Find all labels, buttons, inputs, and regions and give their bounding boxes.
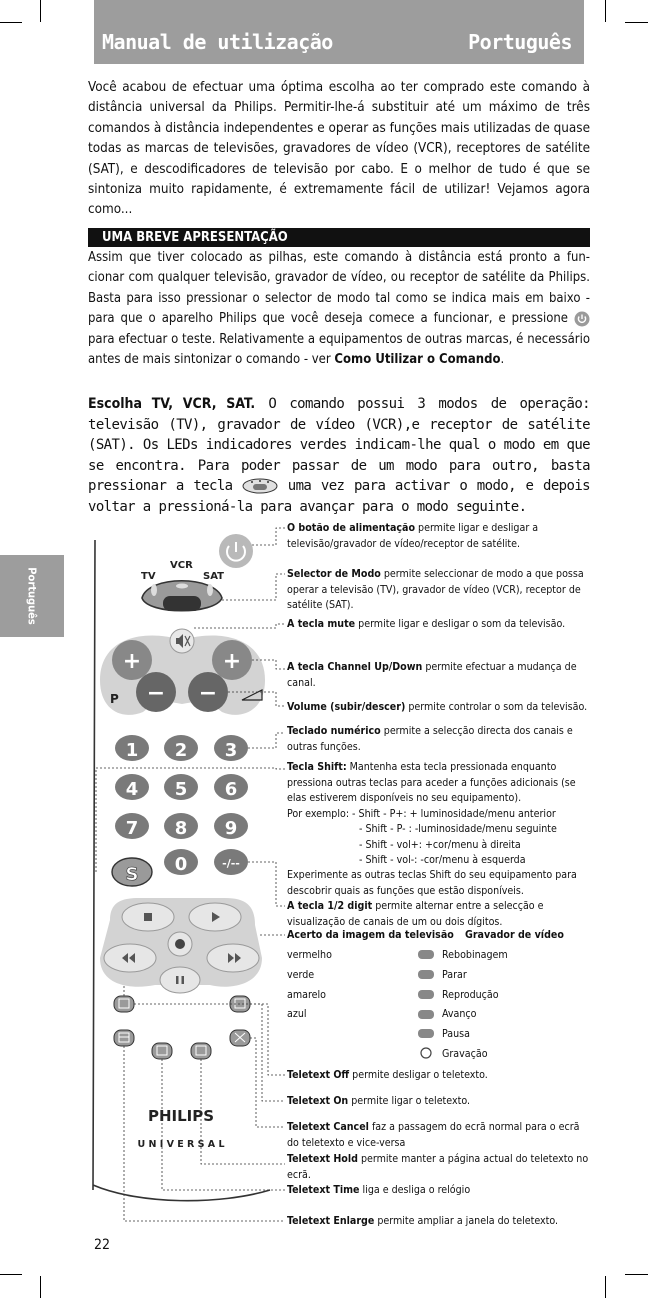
how-to-use-link[interactable]: Como Utilizar o Comando (334, 352, 501, 368)
legend-color: verde (287, 969, 315, 981)
label-teletext-on: Teletext On permite ligar o teletexto. (287, 1095, 471, 1107)
label-channel: A tecla Channel Up/Down permite efectuar a mudança de canal. (287, 661, 577, 689)
play-legend-icon (418, 990, 434, 999)
svg-text:6: 6 (224, 779, 238, 800)
svg-text:8: 8 (174, 818, 188, 839)
mode-text-b: uma vez para activar o modo, e depois voltar a pressioná-la para avançar para o modo seguinte. (88, 478, 590, 515)
legend-vcr: Pausa (442, 1028, 470, 1040)
label-digit: A tecla 1/2 digit permite alternar entre a selecção e visualização de canais de um ou dois dígitos. (287, 900, 544, 928)
label-mode-selector: Selector de Modo permite seleccionar de modo a que possa operar a televisão (TV), gravador de vídeo (VCR), receptor de satélite (SAT). (287, 568, 584, 612)
label-volume: Volume (subir/descer) permite controlar o som da televisão. (287, 701, 588, 713)
shift-example-line: - Shift - P- : -luminosidade/menu seguinte (359, 823, 557, 835)
svg-text:0: 0 (174, 854, 188, 875)
mode-sat-label: SAT (203, 571, 224, 582)
section-title: UMA BREVE APRESENTAÇÃO (88, 228, 590, 247)
label-numeric: Teclado numérico permite a selecção directa dos canais e outras funções. (287, 725, 573, 753)
svg-text:7: 7 (125, 818, 139, 839)
label-teletext-off: Teletext Off permite desligar o teletexto. (287, 1069, 488, 1081)
label-shift: Tecla Shift: Mantenha esta tecla pressionada enquanto pressiona outras teclas para aceder a funções adicionais (se elas estiverem disponíveis no seu equipamento). (287, 761, 576, 805)
channel-plus-label: + (122, 649, 142, 674)
label-power: O botão de alimentação permite ligar e desligar a televisão/gravador de vídeo/receptor de satélite. (287, 522, 539, 550)
volume-minus-label: − (198, 681, 218, 706)
teletext-on-button (114, 996, 134, 1012)
legend-color: amarelo (287, 989, 326, 1001)
mode-vcr-label: VCR (170, 560, 193, 571)
svg-text:1: 1 (125, 740, 139, 761)
label-mute: A tecla mute permite ligar e desligar o som da televisão. (287, 618, 566, 630)
teletext-hold-button (191, 1043, 211, 1059)
volume-plus-label: + (222, 649, 242, 674)
pause-legend-icon (418, 1029, 434, 1038)
legend-title-right: Gravador de vídeo (465, 929, 564, 941)
forward-legend-icon (418, 1010, 434, 1019)
brand-logo: PHILIPS (147, 1107, 215, 1125)
pause-button (160, 967, 200, 993)
label-teletext-enlarge: Teletext Enlarge permite ampliar a janela do teletexto. (287, 1215, 559, 1227)
intro-paragraph: Você acabou de efectuar uma óptima escolha ao ter comprado este comando à distância universal da Philips. Permitir-lhe-á substituir até um máximo de três comandos à distância independentes e operar as funções mais utilizadas de quase todas as marcas de televisões, gravadores de vídeo (VCR), receptores de satélite (SAT), e descodificadores de televisão por cabo. E o melhor de tudo é que se sintoniza muito rapidamente, é extremamente fácil de utilizar! Vejamos agora como... (88, 80, 590, 218)
program-label: P (110, 692, 119, 706)
svg-text:2: 2 (174, 740, 188, 761)
legend-vcr: Parar (442, 969, 467, 981)
brand-sub: U N I V E R S A L (137, 1139, 225, 1150)
legend-color: azul (287, 1008, 307, 1020)
overview-text-c: . (500, 352, 505, 368)
page-number: 22 (94, 1237, 111, 1253)
overview-text-b: para efectuar o teste. Relativamente a equipamentos de outras marcas, é necessário antes de mais sintonizar o comando - ver (88, 331, 590, 368)
overview-text-a: Assim que tiver colocado as pilhas, este comando à distância está pronto a fun-cionar com qualquer televisão, gravador de vídeo, ou receptor de satélite da Philips. Basta para isso pressionar o selector de modo tal como se indica mais em baixo - para que o aparelho Philips que você deseja comece a funcionar, e pressione (88, 250, 590, 327)
legend-vcr: Avanço (442, 1008, 477, 1020)
label-teletext-cancel: Teletext Cancel faz a passagem do ecrã normal para o ecrã do teletexto e vice-versa (287, 1121, 580, 1149)
svg-text:4: 4 (125, 779, 139, 800)
label-teletext-hold: Teletext Hold permite manter a página actual do teletexto no ecrã. (287, 1153, 589, 1181)
legend-vcr: Rebobinagem (442, 949, 508, 961)
page-title: Manual de utilização (102, 30, 333, 54)
svg-text:3: 3 (224, 740, 238, 761)
rewind-legend-icon (418, 950, 434, 959)
legend-vcr: Gravação (442, 1048, 488, 1060)
mode-text-a: O comando possui 3 modos de operação: televisão (TV), gravador de vídeo (VCR),e receptor de satélite (SAT). Os LEDs indicadores verdes indicam-lhe qual o modo em que se encontra. Para poder passar de um modo para outro, basta pressionar a tecla (88, 396, 590, 494)
label-teletext-time: Teletext Time liga e desliga o relógio (287, 1184, 471, 1196)
legend-title-left: Acerto da imagem da televisão (287, 929, 454, 941)
teletext-enlarge-button (114, 1030, 134, 1046)
svg-text:-/--: -/-- (222, 857, 240, 870)
language-label: Português (468, 30, 572, 54)
side-tab-label: Português (25, 567, 39, 625)
record-legend-icon (421, 1048, 431, 1058)
shift-example-outro: Experimente as outras teclas Shift do seu equipamento para descobrir quais as funções que estão disponíveis. (287, 869, 577, 897)
legend-vcr: Reprodução (442, 989, 499, 1001)
stop-legend-icon (418, 970, 434, 979)
shift-example-line: - Shift - vol+: +cor/menu à direita (359, 839, 521, 851)
svg-text:S: S (125, 864, 139, 885)
shift-example-line: - Shift - vol-: -cor/menu à esquerda (359, 854, 526, 866)
mode-heading: Escolha TV, VCR, SAT. (88, 396, 256, 412)
teletext-time-button (152, 1043, 172, 1059)
mode-tv-label: TV (141, 571, 156, 582)
legend-color: vermelho (287, 949, 332, 961)
svg-text:5: 5 (174, 779, 188, 800)
svg-text:9: 9 (224, 818, 238, 839)
shift-example-intro: Por exemplo: - Shift - P+: + luminosidade/menu anterior (287, 808, 556, 820)
channel-minus-label: − (146, 681, 166, 706)
legend-vcr-icons (418, 950, 434, 1058)
